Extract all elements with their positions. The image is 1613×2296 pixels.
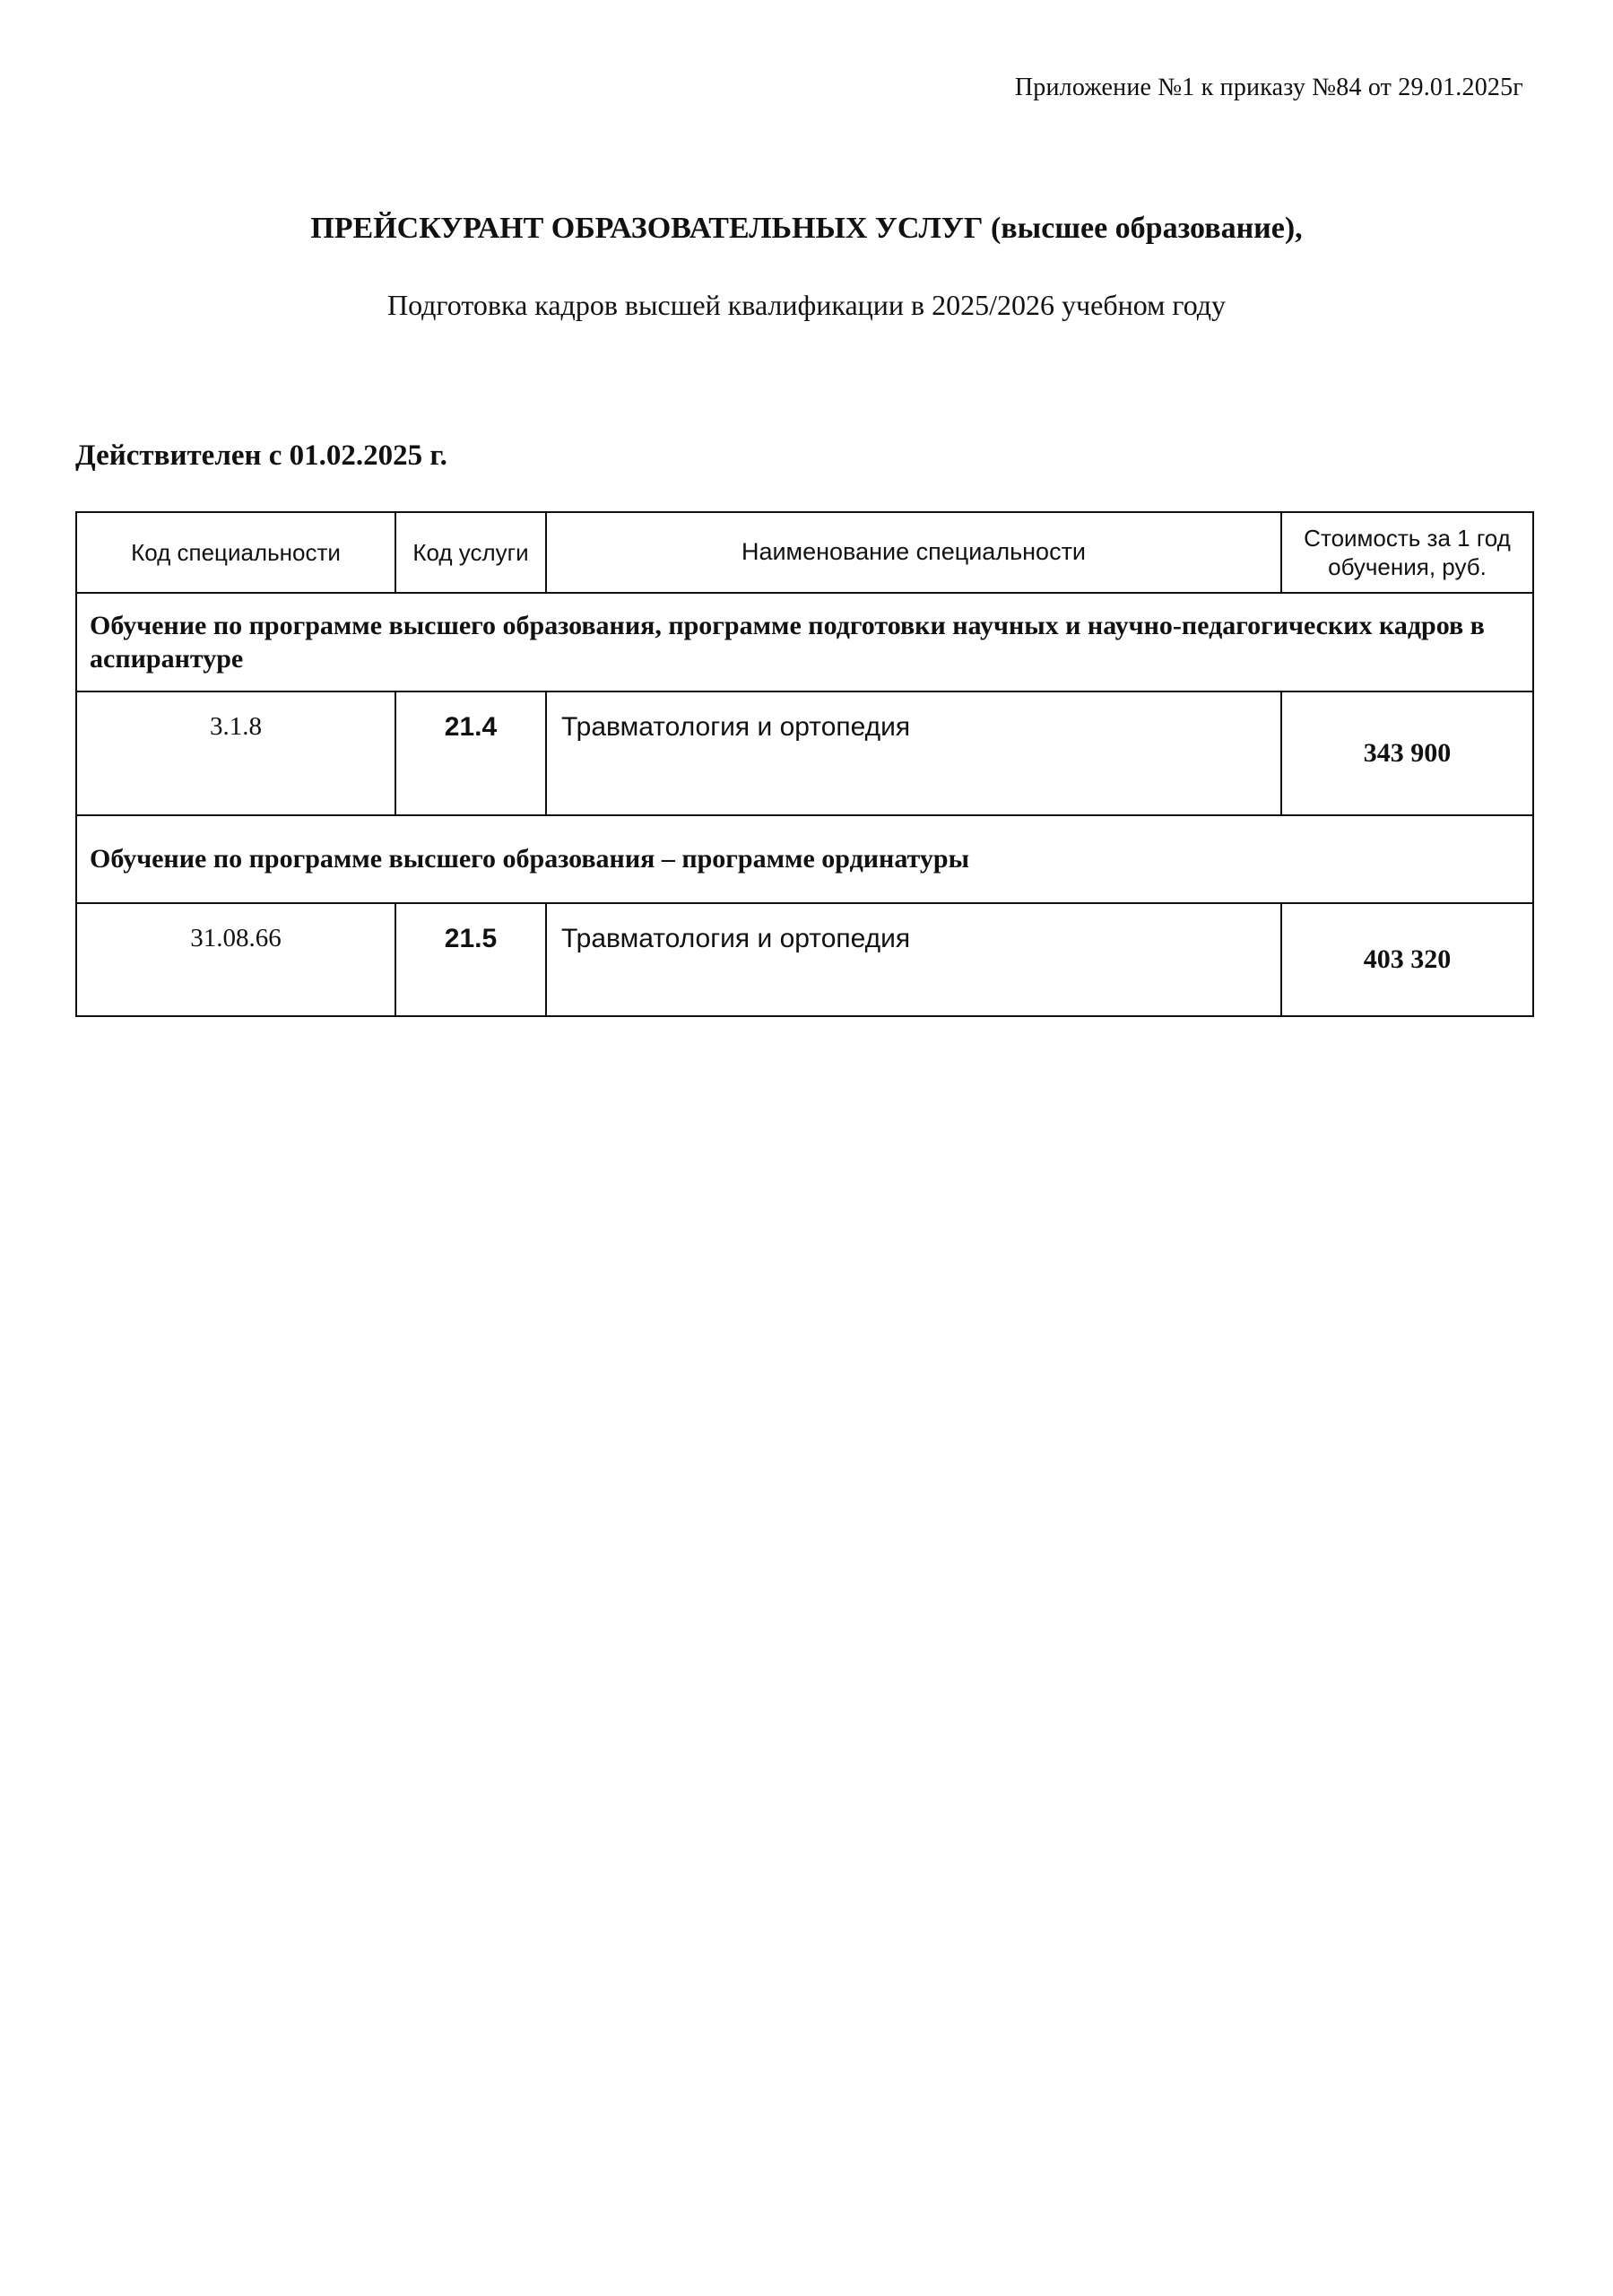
section-row (76, 593, 1533, 691)
header-spec-code: Код специальности (76, 512, 395, 593)
header-specialty-name: Наименование специальности (546, 512, 1281, 593)
cell-spec-code: 31.08.66 (76, 903, 395, 1016)
header-price: Стоимость за 1 год обучения, руб. (1281, 512, 1533, 593)
cell-specialty-name: Травматология и ортопедия (546, 903, 1281, 1016)
valid-from-date: Действителен с 01.02.2025 г. (75, 439, 447, 472)
table-row (76, 691, 1533, 815)
section-title-postgraduate: Обучение по программе высшего образования, программе подготовки научных и научно-педагогических кадров в аспирантуре (76, 593, 1533, 691)
document-title: ПРЕЙСКУРАНТ ОБРАЗОВАТЕЛЬНЫХ УСЛУГ (высшее образование), (310, 212, 1303, 245)
cell-specialty-name: Травматология и ортопедия (546, 691, 1281, 815)
section-row (76, 815, 1533, 903)
table-header-row (76, 512, 1533, 593)
appendix-note: Приложение №1 к приказу №84 от 29.01.2025г (1014, 74, 1523, 101)
price-table (75, 511, 1534, 1017)
cell-service-code: 21.5 (395, 903, 546, 1016)
cell-spec-code: 3.1.8 (76, 691, 395, 815)
cell-price: 403 320 (1281, 903, 1533, 1016)
table-row (76, 903, 1533, 1016)
cell-price: 343 900 (1281, 691, 1533, 815)
header-service-code: Код услуги (395, 512, 546, 593)
section-title-residency: Обучение по программе высшего образования – программе ординатуры (76, 815, 1533, 903)
document-subtitle: Подготовка кадров высшей квалификации в 2025/2026 учебном году (386, 289, 1227, 321)
cell-service-code: 21.4 (395, 691, 546, 815)
